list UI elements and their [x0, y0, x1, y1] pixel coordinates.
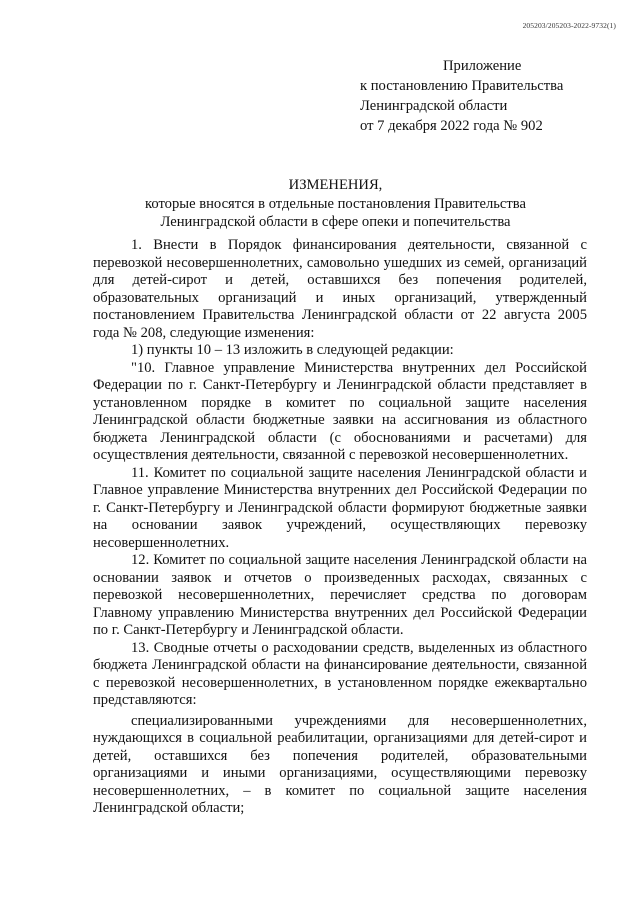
- paragraph: "10. Главное управление Министерства внутренних дел Российской Федерации по г. Санкт-Петербургу и Ленинградской области представляет в установленном порядке в комитет по социальной защите населения Ленинградской области бюджетные заявки на ассигнования из областного бюджета Ленинградской области (с обоснованиями и расчетами) для осуществления деятельности, связанной с перевозкой несовершеннолетних.: [93, 359, 587, 463]
- appendix-line: от 7 декабря 2022 года № 902: [360, 118, 543, 134]
- paragraph: 1. Внести в Порядок финансирования деятельности, связанной с перевозкой несовершеннолетних, самовольно ушедших из семей, организаций для детей-сирот и детей, оставшихся без попечения родителей, образовательных организаций и иных организаций, утвержденный постановлением Правительства Ленинградской области от 22 августа 2005 года № 208, следующие изменения:: [93, 237, 587, 341]
- document-title: [93, 176, 578, 231]
- appendix-block: [360, 56, 620, 136]
- title-heading: ИЗМЕНЕНИЯ,: [288, 177, 383, 193]
- title-subtitle-line: которые вносятся в отдельные постановления Правительства: [145, 196, 526, 212]
- paragraph: 13. Сводные отчеты о расходовании средств, выделенных из областного бюджета Ленинградской области на финансирование деятельности, связанной с перевозкой несовершеннолетних, в установленном порядке ежеквартально представляются:: [93, 639, 587, 708]
- paragraph: 11. Комитет по социальной защите населения Ленинградской области и Главное управление Министерства внутренних дел Российской Федерации по г. Санкт-Петербургу и Ленинградской области формируют бюджетные заявки на основании заявок учреждений, осуществляющих перевозку несовершеннолетних.: [93, 464, 587, 551]
- paragraph: 12. Комитет по социальной защите населения Ленинградской области на основании заявок и отчетов о произведенных расходах, связанных с перевозкой несовершеннолетних, перечисляет средства по договорам Главному управлению Министерства внутренних дел Российской Федерации по г. Санкт-Петербургу и Ленинградской области.: [93, 552, 587, 638]
- title-subtitle-line: Ленинградской области в сфере опеки и попечительства: [160, 214, 511, 230]
- document-id: 205203/205203-2022-9732(1): [522, 21, 616, 30]
- appendix-line: к постановлению Правительства: [360, 78, 564, 94]
- appendix-line: Ленинградской области: [360, 98, 508, 114]
- paragraph: специализированными учреждениями для несовершеннолетних, нуждающихся в социальной реабилитации, организациями для детей-сирот и детей, оставшихся без попечения родителей, образовательными организациями и иными организациями, осуществляющими перевозку несовершеннолетних, – в комитет по социальной защите населения Ленинградской области;: [93, 712, 587, 816]
- appendix-line: Приложение: [443, 58, 522, 74]
- document-body: [93, 237, 587, 818]
- paragraph: 1) пункты 10 – 13 изложить в следующей редакции:: [131, 342, 454, 358]
